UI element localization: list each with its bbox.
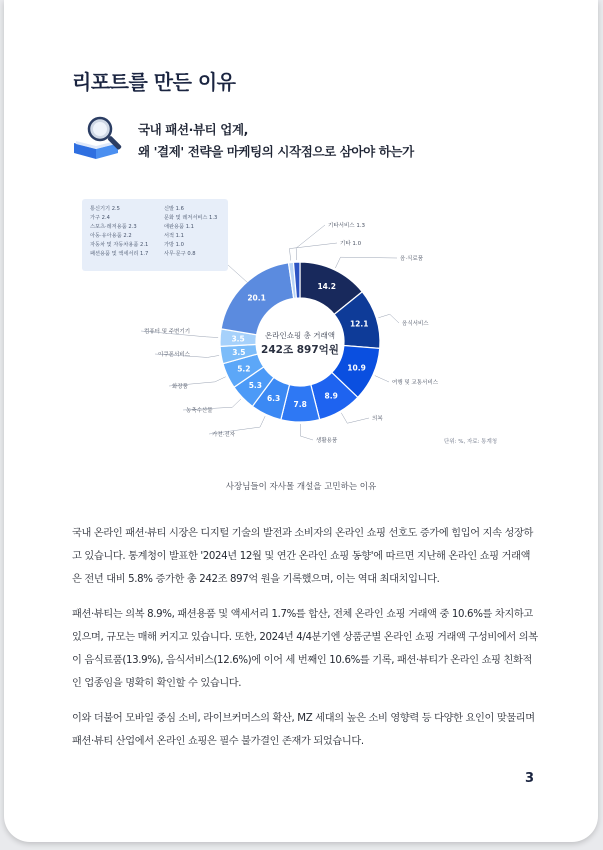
paragraph: 패션·뷰티는 의복 8.9%, 패션용품 및 액세서리 1.7%를 합산, 전체 온라인 쇼핑 거래액 중 10.6%를 차지하고 있으며, 규모는 매해 커지고 있습니다. 또한, 2024년 4/4분기엔 상품군별 온라인 쇼핑 거래액 구성비에서 의복이 음식료품(13.9%), 음식서비스(12.6%)에 이어 세 번째인 10.6%를 기록, 패션·뷰티가 온라인 쇼핑 친화적인 업종임을 명확히 확인할 수 있습니다. — [72, 609, 538, 689]
leader-line — [335, 257, 397, 268]
center-label: 온라인쇼핑 총 거래액 — [265, 331, 335, 340]
online-shopping-donut-chart — [4, 0, 598, 470]
slice-category-label: 의복 — [372, 416, 383, 422]
page-number: 3 — [524, 771, 534, 786]
slice-value-label: 7.8 — [293, 399, 307, 409]
leader-line — [341, 413, 369, 423]
legend-entry: 패션용품 및 액세서리 1.7 — [90, 251, 149, 257]
legend-entry: 가방 1.0 — [164, 242, 184, 248]
slice-category-label: 화장품 — [172, 384, 188, 390]
legend-entry: 신발 1.6 — [164, 206, 184, 212]
slice-category-label: 이쿠폰서비스 — [158, 352, 190, 358]
report-page — [4, 0, 598, 842]
slice-category-label: 컴퓨터 및 주변기기 — [144, 329, 191, 335]
page-title: 리포트를 만든 이유 — [72, 70, 236, 94]
slice-category-label: 농축수산물 — [186, 408, 213, 414]
slice-category-label: 가전·전자 — [212, 432, 236, 438]
leader-line — [296, 225, 325, 260]
subheading-line-2: 왜 '결제' 전략을 마케팅의 시작점으로 삼아야 하는가 — [138, 144, 414, 159]
subheading-line-1: 국내 패션·뷰티 업계, — [138, 122, 249, 137]
slice-value-label: 8.9 — [324, 391, 338, 401]
legend-entry: 스포츠·레저용품 2.3 — [90, 224, 137, 230]
legend-entry: 사무·문구 0.8 — [164, 251, 196, 257]
center-value: 242조 897억원 — [261, 344, 339, 356]
legend-entry: 문화 및 레저서비스 1.3 — [164, 215, 218, 221]
figure-caption: 사장님들이 자사몰 개설을 고민하는 이유 — [225, 482, 377, 492]
slice-value-label: 20.1 — [247, 293, 266, 303]
paragraph: 이와 더불어 모바일 중심 소비, 라이브커머스의 확산, MZ 세대의 높은 소비 영향력 등 다양한 요인이 맞물리며 패션·뷰티 산업에서 온라인 쇼핑은 필수 불가결인 존재가 되었습니다. — [72, 713, 535, 747]
slice-category-label: 음식서비스 — [402, 321, 429, 327]
slice-value-label: 3.5 — [231, 334, 245, 344]
legend-entry: 아동·유아용품 2.2 — [90, 233, 132, 239]
slice-value-label: 3.5 — [232, 348, 246, 358]
legend-entry: 가구 2.4 — [90, 215, 110, 221]
leader-line — [378, 314, 399, 323]
slice-value-label: 5.3 — [248, 381, 263, 391]
slice-value-label: 6.3 — [266, 394, 281, 404]
slice-category-label: 여행 및 교통서비스 — [392, 380, 439, 386]
legend-entry: 애완용품 1.1 — [164, 224, 194, 230]
slice-value-label: 10.9 — [347, 363, 366, 373]
slice-value-label: 12.1 — [349, 319, 369, 329]
leader-line — [375, 376, 389, 382]
unit-note: 단위: %, 자료: 통계청 — [444, 439, 498, 445]
slice-value-label: 5.2 — [237, 364, 251, 374]
leader-line — [300, 424, 313, 440]
legend-entry: 자동차 및 자동차용품 2.1 — [90, 242, 149, 248]
slice-category-label: 음·식료품 — [400, 256, 424, 262]
legend-entry: 서적 1.1 — [164, 233, 184, 239]
legend-entry: 통신기기 2.5 — [90, 206, 120, 212]
paragraph: 국내 온라인 패션·뷰티 시장은 디지털 기술의 발전과 소비자의 온라인 쇼핑 선호도 증가에 힘입어 지속 성장하고 있습니다. 통계청이 발표한 '2024년 12월 및 연간 온라인 쇼핑 동향'에 따르면 지난해 온라인 쇼핑 거래액은 전년 대비 5.8% 증가한 총 242조 897억 원을 기록했으며, 이는 역대 최대치입니다. — [72, 528, 533, 585]
body-text — [72, 522, 538, 765]
slice-category-label: 기타서비스 1.3 — [328, 223, 366, 229]
legend-connector — [228, 265, 248, 283]
slice-category-label: 기타 1.0 — [340, 241, 362, 247]
slice-category-label: 생활용품 — [316, 438, 338, 444]
slice-value-label: 14.2 — [317, 282, 336, 292]
